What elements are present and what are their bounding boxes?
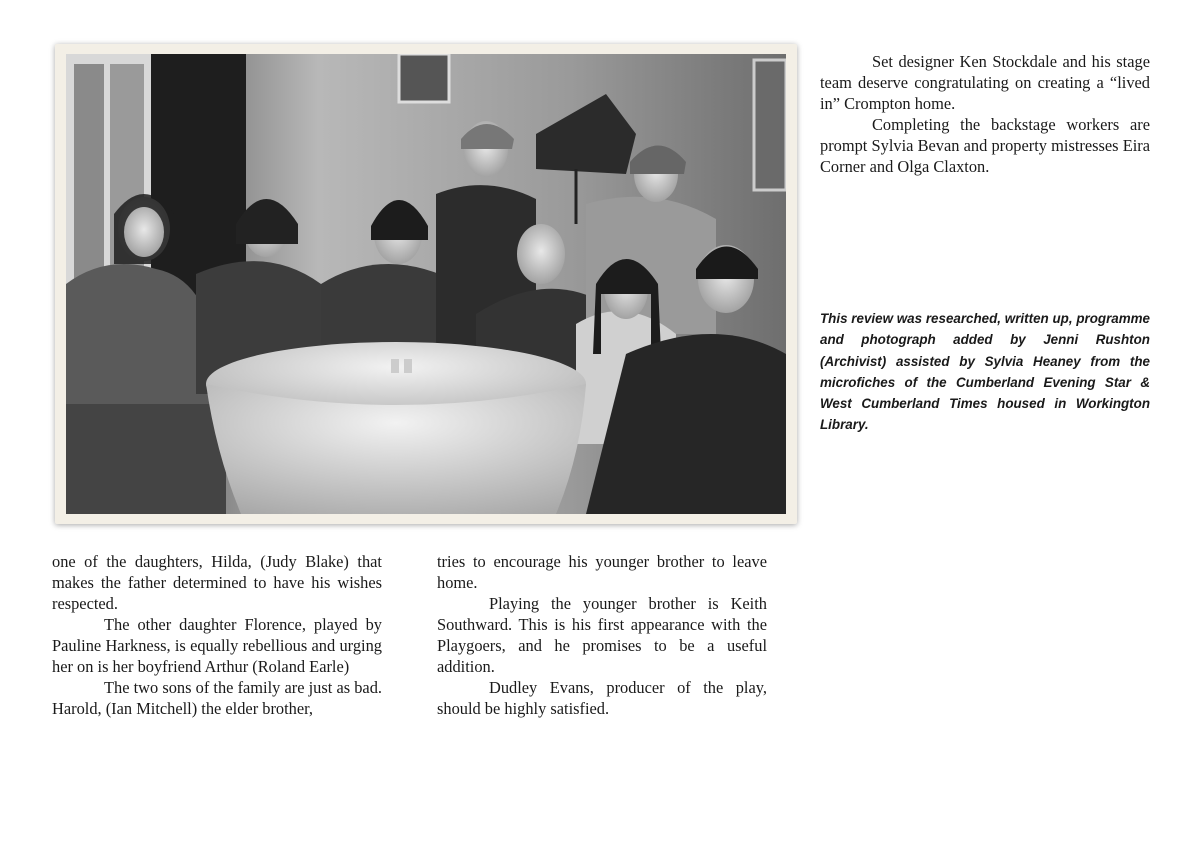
left-column-text [52, 551, 382, 719]
paragraph: The two sons of the family are just as bad. Harold, (Ian Mitchell) the elder brother, [52, 678, 382, 718]
paragraph: Completing the backstage workers are prompt Sylvia Bevan and property mistresses Eira Corner and Olga Claxton. [820, 115, 1150, 176]
photo-frame [55, 44, 797, 524]
right-column-text [820, 51, 1150, 177]
paragraph: tries to encourage his younger brother to leave home. [437, 552, 767, 592]
paragraph: one of the daughters, Hilda, (Judy Blake) that makes the father determined to have his wishes respected. [52, 552, 382, 613]
paragraph: Playing the younger brother is Keith Southward. This is his first appearance with the Playgoers, and he promises to be a useful addition. [437, 594, 767, 676]
paragraph: Set designer Ken Stockdale and his stage team deserve congratulating on creating a “lived in” Crompton home. [820, 52, 1150, 113]
paragraph: Dudley Evans, producer of the play, should be highly satisfied. [437, 678, 767, 718]
archive-credit: This review was researched, written up, programme and photograph added by Jenni Rushton (Archivist) assisted by Sylvia Heaney from the microfiches of the Cumberland Evening Star & West Cumberland Times housed in Workington Library. [820, 311, 1150, 433]
middle-column-text [437, 551, 767, 719]
cast-group-photo [66, 54, 786, 514]
paragraph: The other daughter Florence, played by Pauline Harkness, is equally rebellious and urging her on is her boyfriend Arthur (Roland Earle) [52, 615, 382, 676]
